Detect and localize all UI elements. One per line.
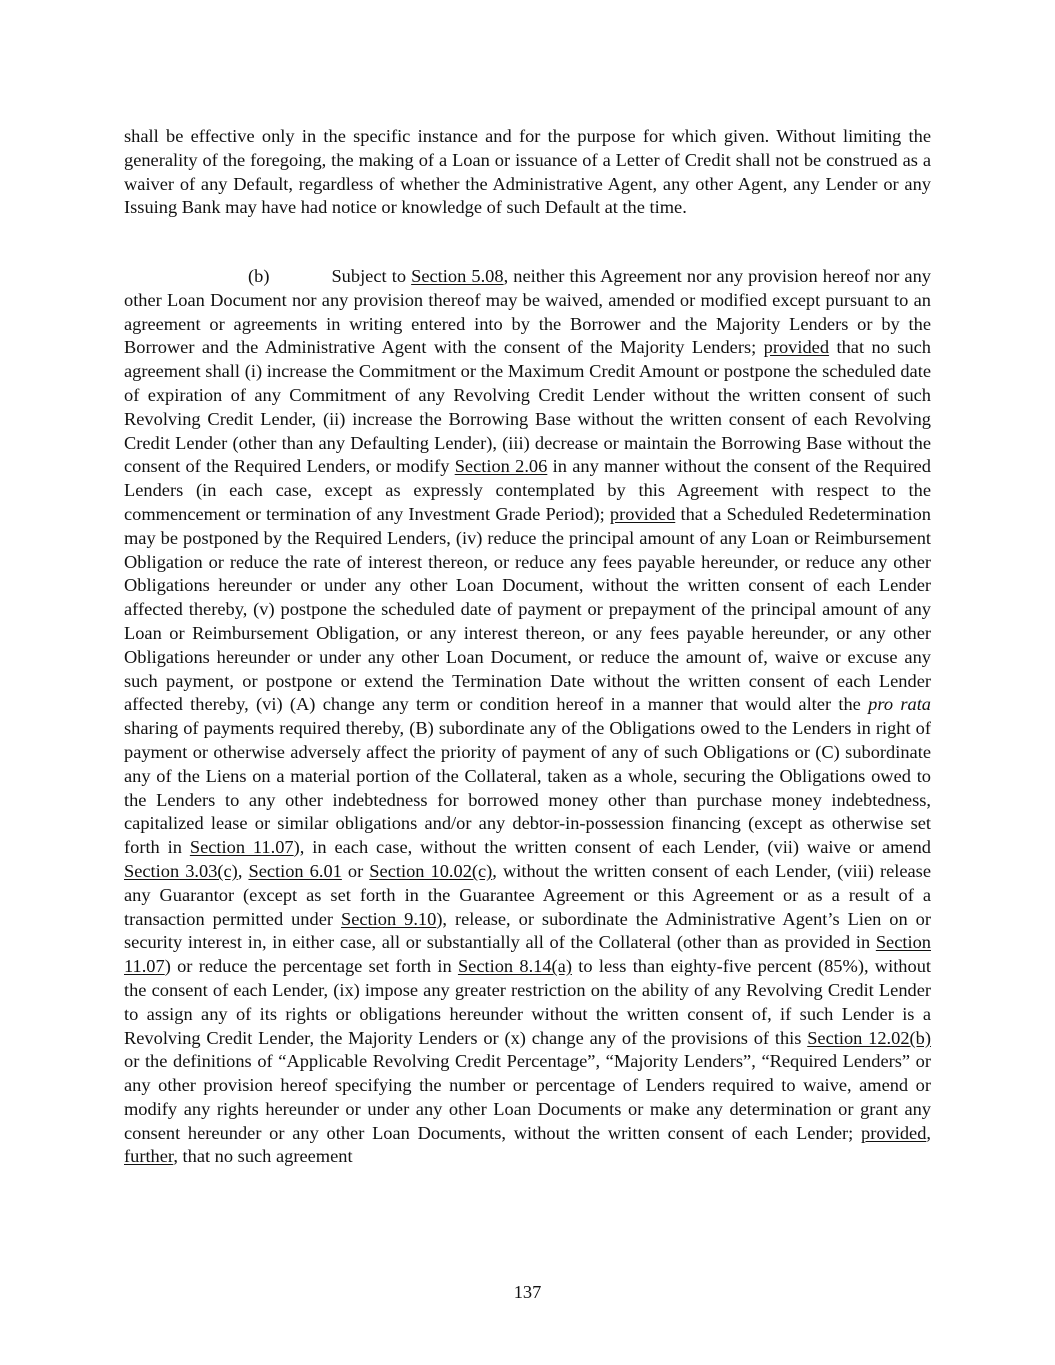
page-number: 137 (513, 1282, 542, 1302)
section-ref-6-01: Section 6.01 (248, 860, 342, 881)
section-ref-11-07-b: Section 11.07 (124, 932, 931, 977)
provided-term: provided (763, 337, 830, 358)
text-run: in any manner without the consent of the Required Lenders (in each case, except as expressly contemplated by this Agreement with respect to the commencement or termination of any Investment Grade Period); (124, 456, 931, 524)
text-run: , that no such agreement (173, 1146, 353, 1167)
section-ref-9-10: Section 9.10 (340, 908, 437, 929)
paragraph-a: shall be effective only in the specific instance and for the purpose for which given. Without limiting the generality of the foregoing, the making of a Loan or issuance of a Letter of Credit shall not be construed as a waiver of any Default, regardless of whether the Administrative Agent, any other Agent, any Lender or any Issuing Bank may have had notice or knowledge of such Default at the time. (124, 126, 931, 218)
text-run: ) or reduce the percentage set forth in (164, 956, 458, 977)
section-ref-2-06: Section 2.06 (454, 456, 548, 477)
text-run: that a Scheduled Redetermination may be postponed by the Required Lenders, (iv) reduce the principal amount of any Loan or Reimbursement Obligation or reduce the rate of interest thereon, or reduce any fees payable hereunder, or reduce any other Obligations hereunder or under any other Loan Document, without the written consent of each Lender affected thereby, (v) postpone the scheduled date of payment or prepayment of the principal amount of any Loan or Reimbursement Obligation, or any interest thereon, or any fees payable hereunder, or any other Obligations hereunder or under any other Loan Document, or reduce the amount of, waive or excuse any such payment, or postpone or extend the Termination Date without the written consent of each Lender affected thereby, (vi) (A) change any term or condition hereof in a manner that would alter the (124, 503, 931, 715)
text-run: that no such agreement shall (i) increase the Commitment or the Maximum Credit Amount or postpone the scheduled date of expiration of any Commitment of any Revolving Credit Lender without the written consent of such Revolving Credit Lender, (ii) increase the Borrowing Base without the written consent of each Revolving Credit Lender (other than any Defaulting Lender), (iii) decrease or maintain the Borrowing Base without the consent of the Required Lenders, or modify (124, 337, 931, 477)
text-run: sharing of payments required thereby, (B) subordinate any of the Obligations owed to the Lenders in right of payment or otherwise adversely affect the priority of payment of any of such Obligations or (C) subordinate any of the Liens on a material portion of the Collateral, taken as a whole, securing the Obligations owed to the Lenders to any other indebtedness for borrowed money other than purchase money indebtedness, capitalized lease or similar obligations and/or any debtor-in-possession financing (except as otherwise set forth in (124, 718, 931, 858)
text-run: Subject to (331, 266, 412, 286)
text-run: , neither this Agreement nor any provision hereof nor any other Loan Document nor any provision thereof may be waived, amended or modified except pursuant to an agreement or agreements in writing entered into by the Borrower and the Majority Lenders or by the Borrower and the Administrative Agent with the consent of the Majority Lenders; (124, 266, 931, 358)
clause-label-b: (b) (248, 266, 270, 286)
text-run: to less than eighty-five percent (85%), without the consent of each Lender, (ix) impose any greater restriction on the ability of any Revolving Credit Lender to assign any of its rights or obligations hereunder without the written consent of, if such Lender is a Revolving Credit Lender, the Majority Lenders or (x) change any of the provisions of this (124, 956, 932, 1048)
paragraph-b (124, 265, 931, 1169)
provided-term: provided (609, 503, 676, 524)
section-ref-10-02c: Section 10.02(c) (369, 860, 493, 881)
provided-term: provided (861, 1122, 927, 1143)
pro-rata-term: pro rata (868, 694, 932, 715)
section-ref-12-02b: Section 12.02(b) (807, 1027, 931, 1048)
text-run: ), release, or subordinate the Administrative Agent’s Lien on or security interest in, in either case, all or substantially all of the Collateral (other than as provided in (124, 908, 931, 953)
text-run: , (237, 860, 249, 881)
section-ref-11-07: Section 11.07 (189, 837, 294, 858)
further-term: further (124, 1146, 174, 1167)
text-run: , (926, 1122, 931, 1143)
section-ref-3-03c: Section 3.03(c) (124, 860, 238, 881)
text-run: , without the written consent of each Lender, (viii) release any Guarantor (except as set forth in the Guarantee Agreement or this Agreement or as a result of a transaction permitted under (124, 860, 931, 929)
text-run: or the definitions of “Applicable Revolving Credit Percentage”, “Majority Lenders”, “Required Lenders” or any other provision hereof specifying the number or percentage of Lenders required to waive, amend or modify any rights hereunder or under any other Loan Documents or make any determination or grant any consent hereunder or any other Loan Documents, without the written consent of each Lender; (124, 1051, 931, 1143)
section-ref-5-08: Section 5.08 (411, 266, 504, 286)
section-ref-8-14a: Section 8.14(a) (457, 956, 572, 977)
text-run: ), in each case, without the written consent of each Lender, (vii) waive or amend (293, 837, 931, 858)
text-run: or (341, 860, 370, 881)
